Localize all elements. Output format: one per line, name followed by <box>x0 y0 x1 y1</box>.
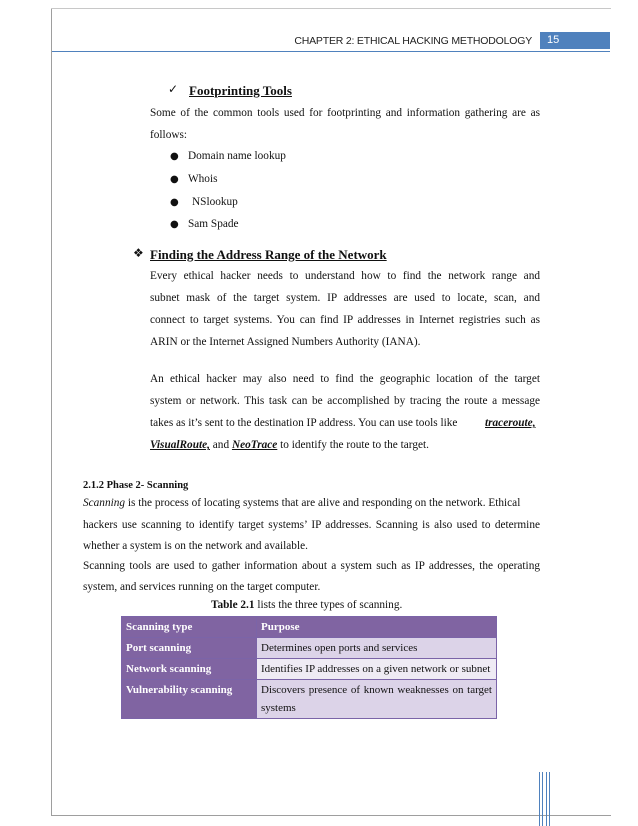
and-word: and <box>212 439 230 451</box>
scanning-types-table <box>121 616 497 719</box>
bullet-icon: ● <box>170 174 179 185</box>
header-purpose: Purpose <box>257 617 497 638</box>
page-header <box>294 34 610 49</box>
footprinting-intro-line2: follows: <box>150 129 188 141</box>
footprinting-title: Footprinting Tools <box>189 83 292 98</box>
scanning-term: Scanning <box>83 497 126 509</box>
table-row <box>122 638 497 659</box>
table-header-row <box>122 617 497 638</box>
scanning-heading: 2.1.2 Phase 2- Scanning <box>83 480 189 491</box>
scanning-type-cell: Vulnerability scanning <box>122 680 257 719</box>
neotrace-link[interactable]: NeoTrace <box>231 439 278 451</box>
address-range-p2-line: system or network. This task can be accomplished by tracing the route a message <box>150 395 540 407</box>
scanning-line4: Scanning tools are used to gather information about a system such as IP addresses, the operating <box>83 560 540 572</box>
bullet-icon: ● <box>170 197 179 208</box>
chapter-title: CHAPTER 2: ETHICAL HACKING METHODOLOGY <box>294 35 532 47</box>
address-range-p1-line: ARIN or the Internet Assigned Numbers Authority (IANA). <box>150 336 421 348</box>
p2-end: to identify the route to the target. <box>280 439 429 451</box>
address-range-title: Finding the Address Range of the Network <box>150 247 387 262</box>
scanning-line5: system, and services running on the target computer. <box>83 581 321 593</box>
page-number-box <box>540 32 610 49</box>
tool-item: NSlookup <box>192 196 238 208</box>
purpose-cell: Identifies IP addresses on a given network or subnet <box>257 659 497 680</box>
scanning-type-cell: Network scanning <box>122 659 257 680</box>
address-range-p1-line: Every ethical hacker needs to understand how to find the network range and <box>150 270 540 282</box>
table-row <box>122 680 497 719</box>
address-range-p2-line: takes as it’s sent to the destination IP address. You can use tools like <box>150 417 458 429</box>
tool-item: Whois <box>188 173 218 185</box>
address-range-p1-line: subnet mask of the target system. IP addresses are used to locate, scan, and <box>150 292 540 304</box>
address-range-p1-line: connect to target systems. You can find IP addresses in Internet registries such as <box>150 314 540 326</box>
address-range-p2-line: An ethical hacker may also need to find the geographic location of the target <box>150 373 540 385</box>
tool-item: Domain name lookup <box>188 150 286 162</box>
header-rule <box>52 51 610 52</box>
address-range-p2-last <box>150 439 429 451</box>
scanning-line2: hackers use scanning to identify target systems’ IP addresses. Scanning is also used to determine <box>83 519 540 531</box>
purpose-cell: Discovers presence of known weaknesses on target systems <box>257 680 497 719</box>
tool-item: Sam Spade <box>188 218 239 230</box>
visualroute-link[interactable]: VisualRoute, <box>150 439 210 451</box>
diamond-bullet-icon: ❖ <box>133 246 144 260</box>
table-caption: Table 2.1 lists the three types of scanning. <box>211 599 403 611</box>
scanning-type-cell: Port scanning <box>122 638 257 659</box>
check-icon: ✓ <box>168 82 179 96</box>
bullet-icon: ● <box>170 151 179 162</box>
table-row <box>122 659 497 680</box>
header-scanning-type: Scanning type <box>122 617 257 638</box>
traceroute-link[interactable]: traceroute, <box>485 417 536 429</box>
page-number: 15 <box>547 34 560 46</box>
footprinting-intro-line1: Some of the common tools used for footprinting and information gathering are as <box>150 107 540 119</box>
scanning-line3: whether a system is on the network and available. <box>83 540 308 552</box>
bullet-icon: ● <box>170 219 179 230</box>
page-border-top <box>51 8 611 9</box>
scanning-line1: Scanning is the process of locating systems that are alive and responding on the network. Ethical <box>83 497 521 509</box>
corner-decoration <box>539 772 553 826</box>
purpose-cell: Determines open ports and services <box>257 638 497 659</box>
